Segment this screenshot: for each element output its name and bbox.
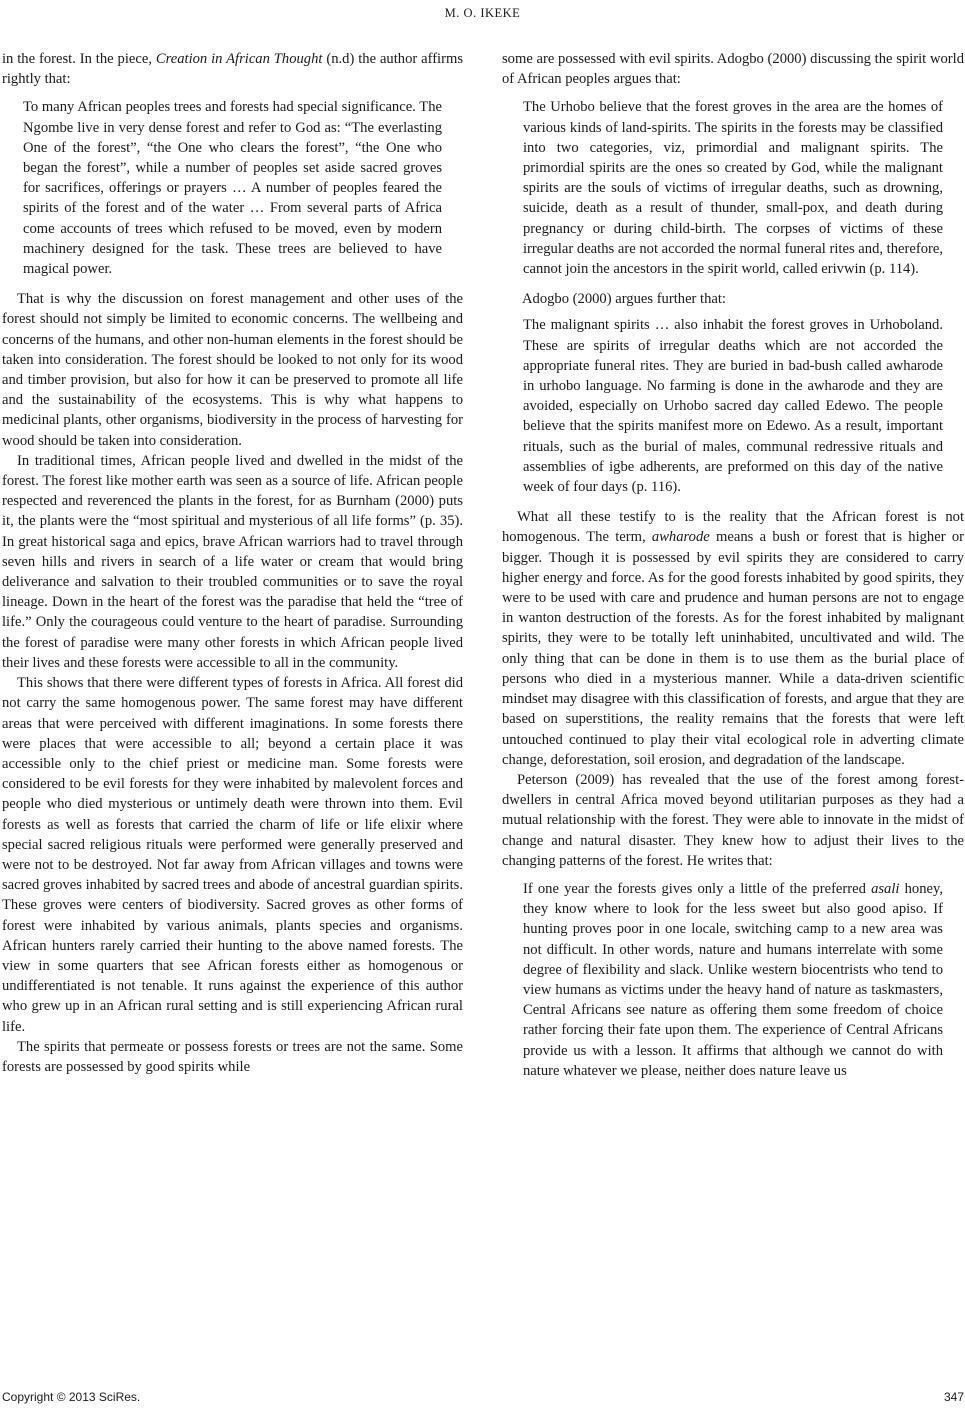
paragraph: This shows that there were different types of forests in Africa. All forest did not carry the same homogenous power. The same forest may have different areas that were perceived with different imaginations. In some forests there were places that were accessible to all; beyond a certain place it was accessible only to the chief priest or medicine man. Some forests were considered to be evil forests for they were inhabited by malevolent forces and people who died mysterious or untimely death were thrown into them. Evil forests as well as forests that carried the charm of life or life elixir where special sacred religious rituals were performed were generally preserved and were not to be destroyed. Not far away from African villages and towns were sacred groves inhabited by sacred trees and abode of ancestral guardian spirits. These groves were centers of biodiversity. Sacred groves as other forms of forest were inhabited by various animals, plants species and organisms. African hunters rarely carried their hunting to the above named forests. The view in some quarters that see African forests either as homogenous or undifferentiated is not tenable. It runs against the experience of this author who grew up in an African rural setting and is still experiencing African rural life. <box>2 675 463 1035</box>
page-number: 347 <box>943 1390 964 1404</box>
paragraph: The spirits that permeate or possess forests or trees are not the same. Some forests are possessed by good spirits while <box>2 1038 463 1075</box>
paragraph: in the forest. In the piece, Creation in African Thought (n.d) the author affirms rightly that: <box>2 51 464 88</box>
block-quote: The malignant spirits … also inhabit the forest groves in Urhoboland. These are spirits of irregular deaths which are not accorded the appropriate funeral rites. They are buried in bad-bush called awharode in urhobo language. No farming is done in the awharode and they are avoided, especially on Urhobo sacred day called Edewo. The people believe that the spirits manifest more on Edewo. As a result, important rituals, such as the burial of males, communal redressive rituals and assemblies of igbe adherents, are preformed on this day of the native week of four days (p. 116). <box>523 317 943 496</box>
paragraph: Peterson (2009) has revealed that the use of the forest among forest-dwellers in central Africa moved beyond utilitarian purposes as they had a mutual relationship with the forest. They were able to innovate in the midst of change and natural disaster. They knew how to adjust their lives to the changing patterns of the forest. He writes that: <box>502 771 964 869</box>
page-footer <box>2 1390 964 1404</box>
block-quote: To many African peoples trees and forests had special significance. The Ngombe live in very dense forest and refer to God as: “The everlasting One of the forest”, “the One who clears the forest”, “the One who began the forest”, while a number of peoples set aside sacred groves for sacrifices, offerings or prayers … A number of peoples feared the spirits of the forest and of the water … From several parts of Africa come accounts of trees which refused to be moved, even by modern machinery designed for the task. These trees are believed to have magical power. <box>23 99 442 278</box>
left-column <box>2 49 463 1077</box>
paragraph: What all these testify to is the reality that the African forest is not homogenous. The term, awharode means a bush or forest that is higher or bigger. Though it is possessed by evil spirits they are considered to carry higher energy and force. As for the good forests inhabited by good spirits, they were to be used with care and prudence and human persons are not to engage in wanton destruction of the forests. As for the forest inhabited by malignant spirits, they were to be totally left uninhabited, uncultivated and wild. The only thing that can be done in them is to use them as the burial place of persons who died in a mysterious manner. While a data-driven scientific mindset may disagree with this classification of forests, and argue that they are based on superstitions, the reality remains that the forests that were left untouched continued to play their vital ecological role in adverting climate change, deforestation, soil erosion, and degradation of the landscape. <box>502 509 965 768</box>
block-quote: If one year the forests gives only a little of the preferred asali honey, they know where to look for the less sweet but also good apiso. If hunting proves poor in one locale, switching camp to a new area was not difficult. In other words, nature and humans interrelate with some degree of flexibility and slack. Unlike western biocentrists who tend to view humans as victims under the heavy hand of nature as taskmasters, Central Africans see nature as offering them some freedom of choice rather forcing their fate upon them. The experience of Central Africans provide us with a lesson. It affirms that although we cannot do with nature whatever we please, neither does nature leave us <box>523 880 944 1079</box>
paragraph: That is why the discussion on forest management and other uses of the forest should not simply be limited to economic concerns. The wellbeing and concerns of the humans, and other non-human elements in the forest should be taken into consideration. The forest should be looked to not only for its wood and timber provision, but also for how it can be preserved to promote all life and the sustainability of the ecosystems. This is why what happens to medicinal plants, other organisms, biodiversity in the process of harvesting for wood should be taken into consideration. <box>2 291 463 449</box>
running-head: M. O. IKEKE <box>444 6 521 20</box>
block-quote: The Urhobo believe that the forest groves in the area are the homes of various kinds of land-spirits. The spirits in the forests may be classified into two categories, viz, primordial and malignant spirits. The primordial spirits are the ones so created by God, while the malignant spirits are the souls of victims of irregular deaths, such as drowning, suicide, death as a result of thunder, small-pox, and death during pregnancy or during child-birth. The corpses of victims of these irregular deaths are not accorded the normal funeral rites and, therefore, cannot join the ancestors in the spirit world, called erivwin (p. 114). <box>523 99 943 278</box>
paragraph: In traditional times, African people lived and dwelled in the midst of the forest. The forest like mother earth was seen as a source of life. African people respected and reverenced the plants in the forest, for as Burnham (2000) puts it, the plants were the “most spiritual and mysterious of all life forms” (p. 35). In great historical saga and epics, brave African warriors had to travel through seven hills and rivers in search of a life water or cream that would bring deliverance and salvation to their troubled communities or to save the royal lineage. Down in the heart of the forest was the paradise that held the “tree of life.” Only the courageous could venture to the heart of paradise. Surrounding the forest of paradise were many other forests in which African people lived their lives and these forests were accessible to all in the community. <box>2 452 463 671</box>
paragraph: some are possessed with evil spirits. Adogbo (2000) discussing the spirit world of African peoples argues that: <box>502 51 964 88</box>
right-column <box>502 49 964 1091</box>
paragraph: Adogbo (2000) argues further that: <box>522 291 726 308</box>
copyright-notice: Copyright © 2013 SciRes. <box>2 1390 141 1404</box>
